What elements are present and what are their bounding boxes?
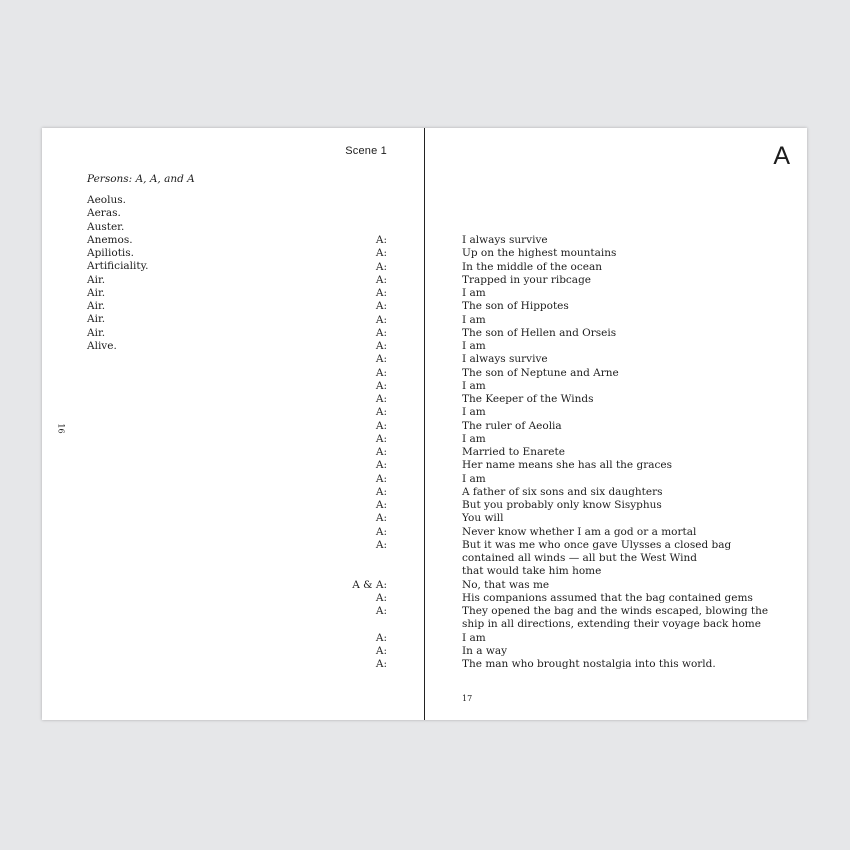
dialogue-line: I am [462, 631, 486, 644]
speaker-label: A & A: [352, 578, 387, 591]
speaker-label [352, 565, 387, 578]
page-number-left: 16 [56, 423, 66, 434]
speaker-label: A: [375, 631, 387, 644]
dialogue-line: I always survive [462, 234, 548, 246]
speaker-label: A: [375, 393, 387, 405]
dialogue-line: His companions assumed that the bag contained gems [462, 591, 753, 604]
speaker-label: A: [375, 313, 387, 326]
speaker-label: A: [375, 234, 387, 246]
cast-member: Anemos. [87, 233, 133, 246]
speaker-label: A: [375, 273, 387, 286]
dialogue-line: ship in all directions, extending their voyage back home [462, 618, 761, 631]
dialogue-line: The man who brought nostalgia into this world. [462, 658, 716, 670]
cast-member: Alive. [87, 339, 117, 352]
speaker-label: A: [375, 419, 387, 432]
cast-member: Air. [87, 326, 106, 339]
dialogue-line: The son of Hellen and Orseis [462, 326, 617, 339]
speaker-label: A: [375, 485, 387, 498]
dialogue-line: Her name means she has all the graces [462, 459, 672, 472]
dialogue-line: A father of six sons and six daughters [462, 485, 663, 498]
speaker-label: A: [375, 658, 387, 670]
dialogue-line: I am [462, 313, 486, 326]
speaker-label: A: [375, 446, 387, 458]
cast-member: Apiliotis. [87, 247, 135, 259]
cast-member: Air. [87, 300, 106, 312]
dialogue-line: Never know whether I am a god or a mortal [462, 525, 697, 538]
speaker-label: A: [375, 605, 387, 617]
dialogue-line: Married to Enarete [462, 446, 565, 458]
speaker-label: A: [375, 247, 387, 260]
dialogue-line: They opened the bag and the winds escaped, blowing the [462, 605, 769, 617]
speaker-label: A: [375, 499, 387, 511]
speaker-label: A: [375, 379, 387, 392]
cast-member: Air. [87, 273, 106, 286]
speaker-label: A: [375, 512, 387, 525]
speaker-label: A: [375, 459, 387, 472]
speaker-label: A: [375, 406, 387, 419]
dialogue-line: that would take him home [462, 565, 602, 578]
dialogue-line: The ruler of Aeolia [462, 419, 562, 432]
dialogue-line: Up on the highest mountains [462, 247, 617, 260]
dialogue-line: You will [462, 512, 504, 525]
speaker-label: A: [375, 644, 387, 657]
speaker-label: A: [375, 472, 387, 485]
speaker-label: A: [375, 366, 387, 379]
speaker-label: A: [375, 287, 387, 299]
speaker-label: A: [375, 538, 387, 551]
speaker-label: A: [375, 432, 387, 445]
cast-member: Aeras. [87, 207, 121, 220]
speaker-label: A: [375, 340, 387, 352]
dialogue-line: In a way [462, 644, 508, 657]
dialogue-line: I am [462, 472, 486, 485]
speaker-list [352, 234, 387, 671]
dialogue-line: No, that was me [462, 578, 550, 591]
dialogue-line: Trapped in your ribcage [462, 273, 592, 286]
speaker-label: A: [375, 260, 387, 273]
dialogue-line: The Keeper of the Winds [462, 393, 594, 405]
scene-label: Scene 1 [345, 145, 387, 157]
dialogue-line: I always survive [462, 353, 548, 366]
dialogue-line: I am [462, 406, 486, 419]
dialogue-line: The son of Hippotes [462, 300, 569, 313]
cast-member: Air. [87, 286, 106, 299]
speaker-label: A: [375, 525, 387, 538]
dialogue-line: I am [462, 379, 486, 392]
cast-member: Air. [87, 313, 106, 326]
cast-member: Aeolus. [87, 194, 126, 206]
speaker-label: A: [375, 300, 387, 313]
dialogue-lines [462, 234, 768, 671]
speaker-label: A: [375, 326, 387, 339]
speaker-label: A: [375, 353, 387, 366]
book-spread [42, 128, 807, 720]
dialogue-line: I am [462, 287, 486, 299]
dialogue-line: But you probably only know Sisyphus [462, 499, 662, 511]
cast-member: Auster. [87, 220, 125, 233]
speaker-label: A: [375, 591, 387, 604]
dialogue-line: In the middle of the ocean [462, 260, 602, 273]
dialogue-line: The son of Neptune and Arne [462, 366, 619, 379]
persons-heading: Persons: A, A, and A [87, 173, 195, 185]
speaker-label [352, 618, 387, 631]
speaker-label [352, 552, 387, 565]
dialogue-line: I am [462, 340, 486, 352]
right-page [425, 128, 807, 720]
cast-member: Artificiality. [87, 260, 149, 273]
left-page [42, 128, 424, 720]
dialogue-line: But it was me who once gave Ulysses a closed bag [462, 538, 732, 551]
dialogue-line: I am [462, 432, 486, 445]
dialogue-line: contained all winds — all but the West Wind [462, 552, 697, 564]
cast-list [87, 194, 149, 353]
section-letter: A [773, 142, 790, 170]
page-number-right: 17 [462, 694, 473, 703]
